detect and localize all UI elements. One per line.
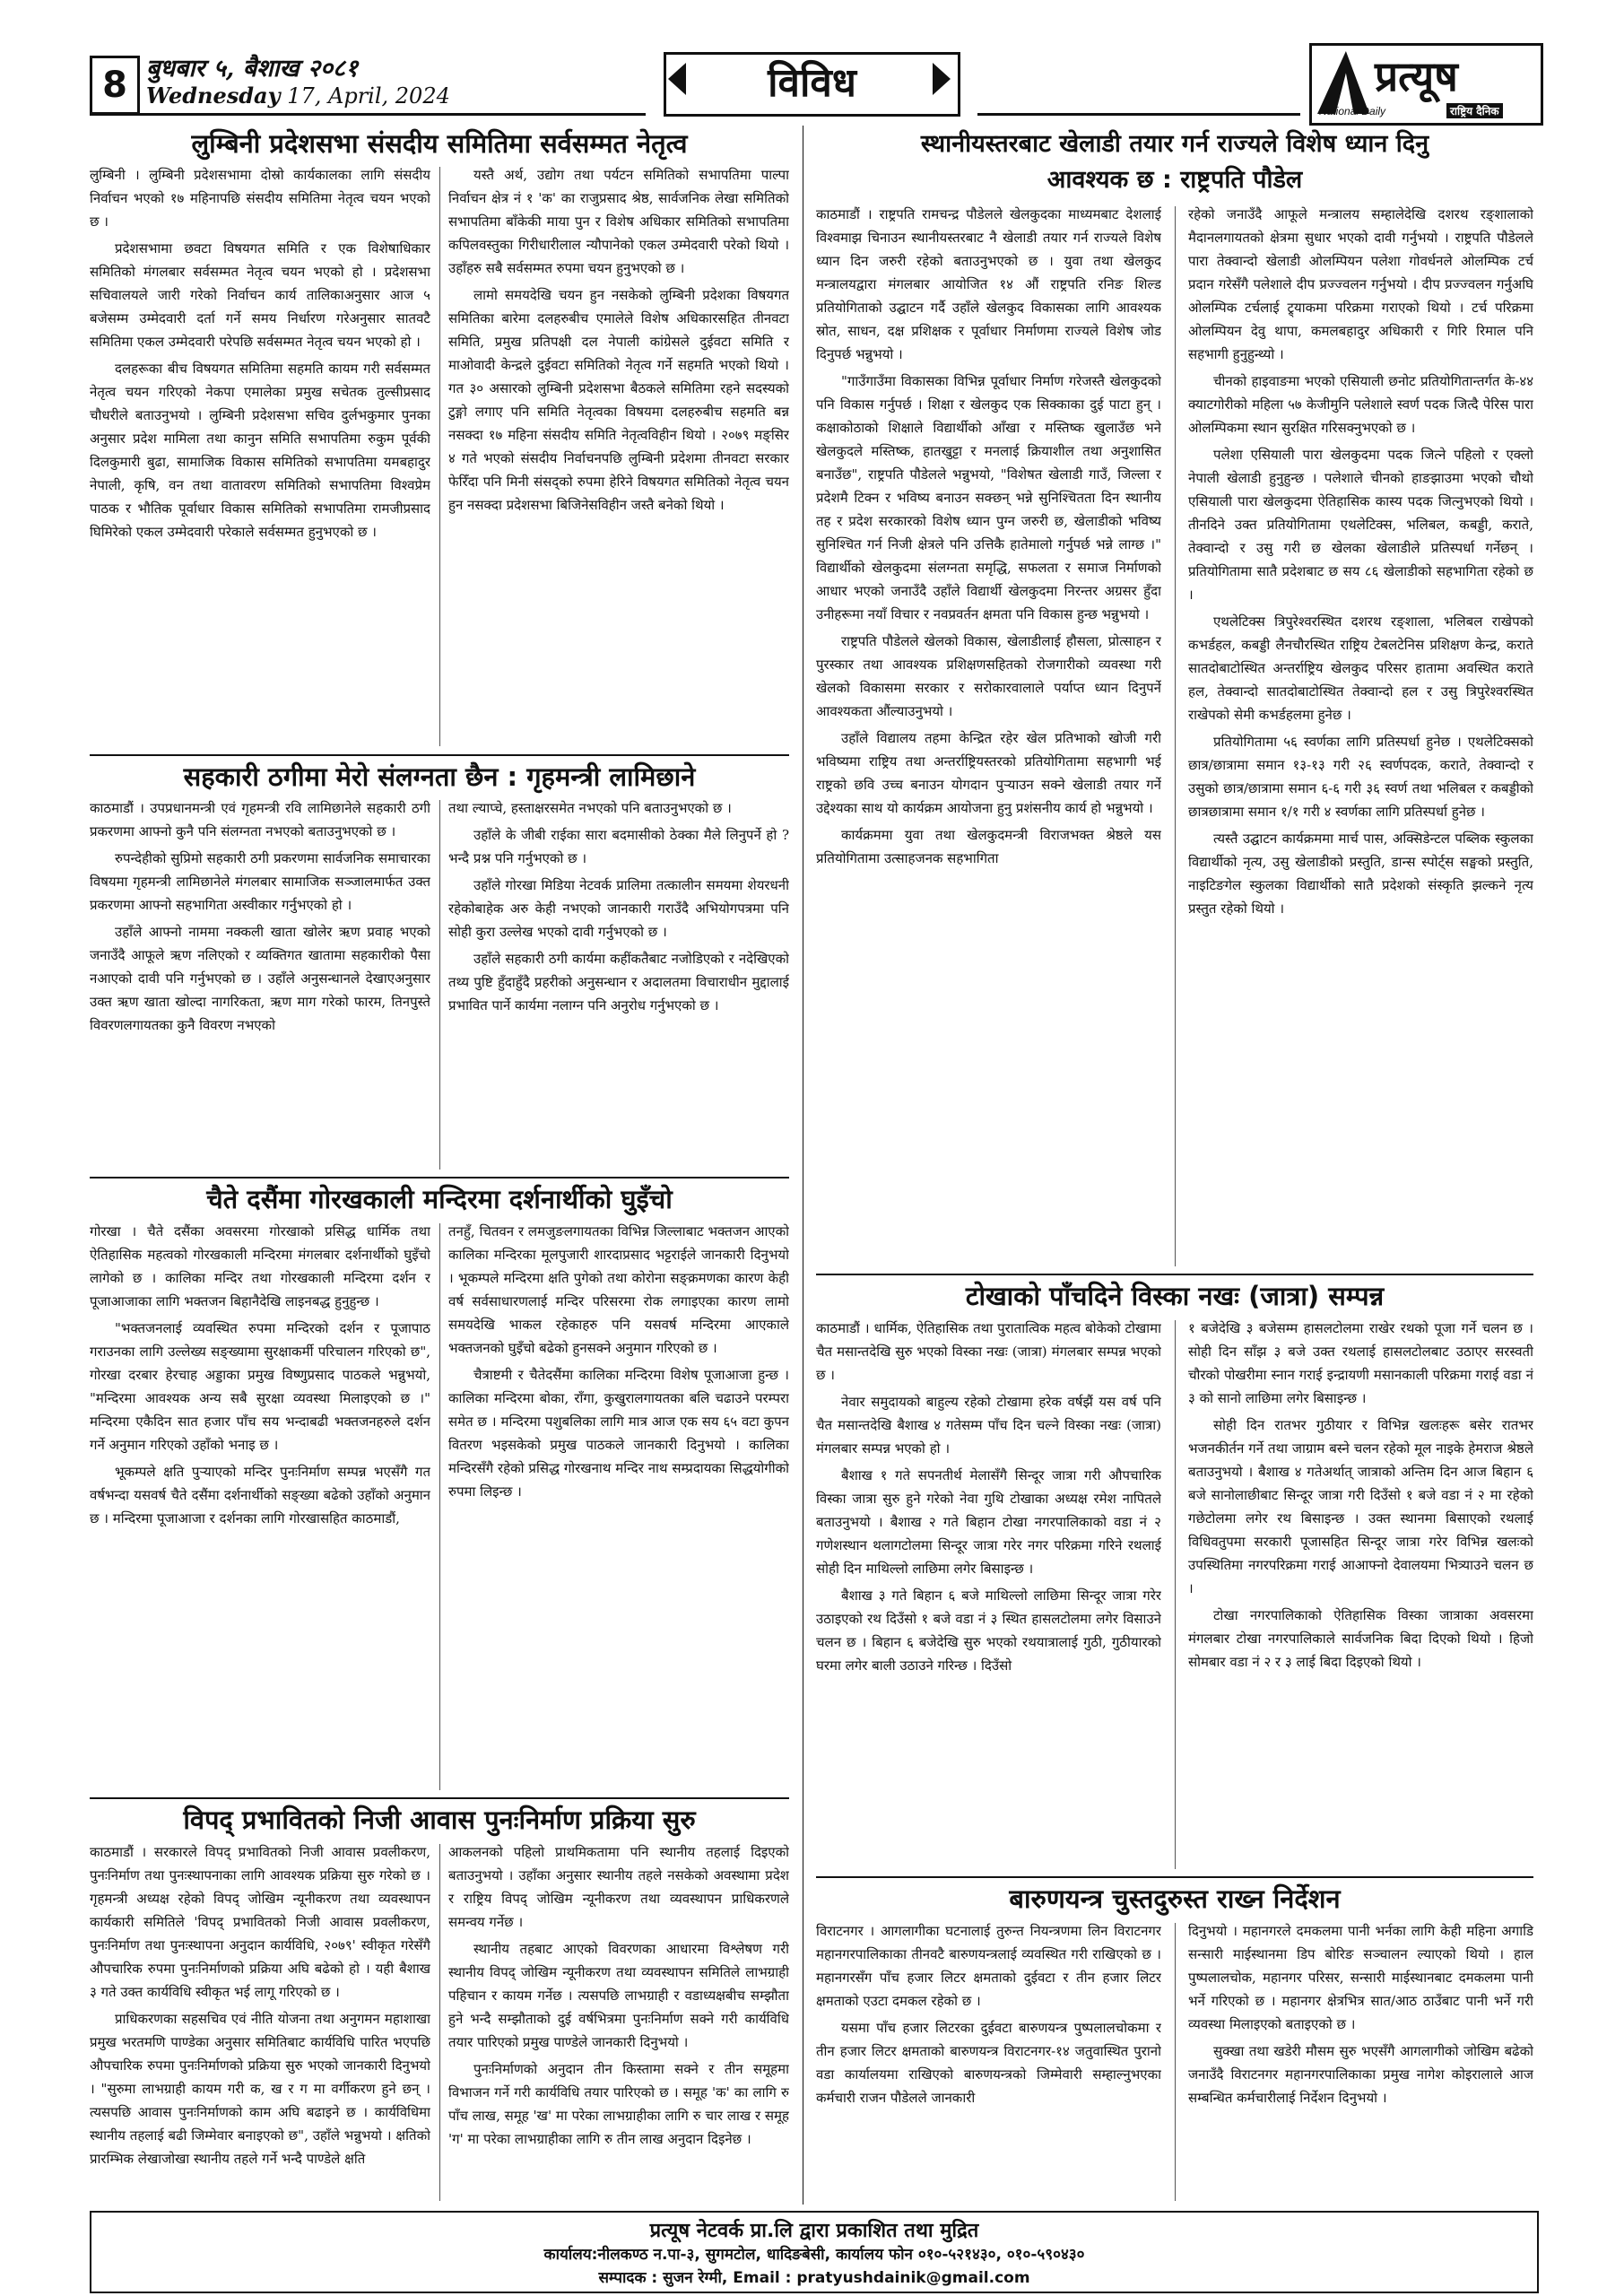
article-sahakari-col1 bbox=[90, 796, 430, 1173]
paragraph: विराटनगर । आगलागीका घटनालाई तुरुन्त नियन्त्रणमा लिन विराटनगर महानगरपालिकाका तीनवटै बारुणयन्त्रलाई व्यवस्थित गरी राखिएको छ । महानगरसँग पाँच हजार लिटर क्षमताको दुईवटा र तीन हजार लिटर क्षमताको एउटा दमकल रहेको छ । bbox=[816, 1923, 1161, 2009]
article-biska-col2 bbox=[1188, 1317, 1533, 1873]
paragraph: लुम्बिनी । लुम्बिनी प्रदेशसभामा दोस्रो कार्यकालका लागि संसदीय निर्वाचन भएको १७ महिनापछि संसदीय समितिमा नेतृत्व चयन भएको छ । bbox=[90, 167, 430, 230]
paragraph: राष्ट्रपति पौडेलले खेलको विकास, खेलाडीलाई हौसला, प्रोत्साहन र पुरस्कार तथा आवश्यक प्रशिक्षणसहितको रोजगारीको व्यवस्था गरी खेलको विकासमा सरकार र सरोकारवालाले पर्याप्त ध्यान दिनुपर्ने आवश्यकता औंल्याउनुभयो । bbox=[816, 633, 1161, 719]
weekday: Wednesday bbox=[146, 83, 281, 109]
headline-khelad-line1: स्थानीयस्तरबाट खेलाडी तयार गर्न राज्यले विशेष ध्यान दिनु bbox=[920, 130, 1429, 158]
footer-address: कार्यालय:नीलकण्ठ न.पा-३, सुगमटोल, धादिङबेसी, कार्यालय फोन ०१०-५२१४३०, ०१०-५९०४३० bbox=[543, 2246, 1085, 2264]
column-divider bbox=[439, 800, 440, 1170]
paragraph: बैशाख १ गते सपनतीर्थ मेलासँगै सिन्दूर जात्रा गरी औपचारिक विस्का जात्रा सुरु हुने गरेको नेवा गुथि टोखाका अध्यक्ष रमेश नापितले बताउनुभयो । बैशाख २ गते बिहान टोखा नगरपालिकाको वडा नं २ गणेशस्थान थलागटोलमा सिन्दूर जात्रा गरेर नगर परिक्रमा गरिने रथलाई सोही दिन माथिल्लो लाछिमा लगेर बिसाइन्छ । bbox=[816, 1467, 1161, 1577]
paragraph: प्राधिकरणका सहसचिव एवं नीति योजना तथा अनुगमन महाशाखा प्रमुख भरतमणि पाण्डेका अनुसार समितिबाट कार्यविधि पारित भएपछि औपचारिक रुपमा पुनःनिर्माणको प्रक्रिया सुरु भएको जानकारी दिनुभयो । "सुरुमा लाभग्राही कायम गरी क, ख र ग मा वर्गीकरण हुने छन् । त्यसपछि आवास पुनःनिर्माणको काम अघि बढाइने छ । कार्यविधिमा स्थानीय तहलाई बढी जिम्मेवार बनाइएको छ", उहाँले भन्नुभयो । क्षतिको प्रारम्भिक लेखाजोखा स्थानीय तहले गर्ने भन्दै पाण्डेले क्षति bbox=[90, 2011, 430, 2167]
article-separator bbox=[816, 1274, 1533, 1275]
section-title: विविध bbox=[664, 52, 960, 117]
paragraph: "भक्तजनलाई व्यवस्थित रुपमा मन्दिरको दर्शन र पूजापाठ गराउनका लागि उल्लेख्य सङ्ख्यामा सुरक्षाकर्मी परिचालन गरिएको छ", गोरखा दरबार हेरचाह अड्डाका प्रमुख विष्णुप्रसाद पाठकले भन्नुभयो, "मन्दिरमा आवश्यक अन्य सबै सुरक्षा व्यवस्था मिलाइएको छ ।" मन्दिरमा एकैदिन सात हजार पाँच सय भन्दाबढी भक्तजनहरुले दर्शन गर्ने अनुमान गरिएको उहाँको भनाइ छ । bbox=[90, 1320, 430, 1453]
date-nepali: बुधबार ५, बैशाख २०८१ bbox=[146, 55, 359, 83]
date-value: 17, April, 2024 bbox=[287, 83, 450, 109]
paragraph: यसमा पाँच हजार लिटरका दुईवटा बारुणयन्त्र पुष्पलालचोकमा र तीन हजार लिटर क्षमताको बारुणयन्त्र विराटनगर-१४ जतुवास्थित पुरानो वडा कार्यालयमा राखिएको बारुणयन्त्रको जिम्मेवारी सम्हाल्नुभएका कर्मचारी राजन पौडेलले जानकारी bbox=[816, 2020, 1161, 2106]
newspaper-logo bbox=[1309, 43, 1543, 126]
article-bipad-col1 bbox=[90, 1840, 430, 2205]
header-rule-right bbox=[977, 113, 1300, 116]
article-biska-col1 bbox=[816, 1317, 1161, 1873]
paragraph: पलेशा एसियाली पारा खेलकुदमा पदक जित्ने पहिलो र एक्लो नेपाली खेलाडी हुनुहुन्छ । पलेशाले चीनको हाङझाउमा भएको चौथो एसियाली पारा खेलकुदमा ऐतिहासिक कास्य पदक जित्नुभएको थियो । तीनदिने उक्त प्रतियोगितामा एथलेटिक्स, भलिबल, कबड्डी, कराते, तेक्वान्दो र उसु गरी छ खेलका खेलाडीले प्रतिस्पर्धा गर्नेछन् । प्रतियोगितामा सातै प्रदेशबाट छ सय ८६ खेलाडीको सहभागिता रहेको छ । bbox=[1188, 447, 1533, 603]
article-lumbini-col1 bbox=[90, 163, 430, 751]
paragraph: "गाउँगाउँमा विकासका विभिन्न पूर्वाधार निर्माण गरेजस्तै खेलकुदको पनि विकास गर्नुपर्छ । शिक्षा र खेलकुद एक सिक्काका दुई पाटा हुन् । कक्षाकोठाको शिक्षाले विद्यार्थीको आँखा र मस्तिष्क खुलाउँछ भने खेलकुदले मस्तिष्क, हातखुट्टा र मनलाई क्रियाशील तथा अनुशासित बनाउँछ", राष्ट्रपति पौडेलले भन्नुभयो, "विशेषत खेलाडी गाउँ, जिल्ला र प्रदेशमै टिक्न र भविष्य बनाउन सक्छन् भन्ने सुनिश्चितता दिन स्थानीय तह र प्रदेश सरकारको विशेष ध्यान पुग्न जरुरी छ, खेलाडीको भविष्य सुनिश्चित गर्न निजी क्षेत्रले पनि उत्तिकै हातेमालो गर्नुपर्छ भन्ने लाग्छ ।" विद्यार्थीको खेलकुदमा संलग्नता समृद्धि, सफलता र समाज निर्माणको आधार भएको जनाउँदै उहाँले विद्यार्थी खेलकुदमा निरन्तर अग्रसर हुँदा उनीहरूमा नयाँ विचार र नवप्रवर्तन क्षमता पनि विकास हुन्छ भन्नुभयो । bbox=[816, 373, 1161, 622]
logo-tagline-en: National Daily bbox=[1319, 105, 1386, 117]
paragraph: एथलेटिक्स त्रिपुरेश्वरस्थित दशरथ रङ्शाला, भलिबल राखेपको कभर्डहल, कबड्डी लैनचौरस्थित राष्ट्रिय टेबलटेनिस प्रशिक्षण केन्द्र, कराते सातदोबाटोस्थित अन्तर्राष्ट्रिय खेलकुद परिसर हातामा अवस्थित कराते हल, तेक्वान्दो सातदोबाटोस्थित तेक्वान्दो हल र उसु त्रिपुरेश्वरस्थित राखेपको सेमी कभर्डहलमा हुनेछ । bbox=[1188, 613, 1533, 723]
article-khelad-col2 bbox=[1188, 203, 1533, 1270]
paragraph: रुपन्देहीको सुप्रिमो सहकारी ठगी प्रकरणमा सार्वजनिक समाचारका विषयमा गृहमन्त्री लामिछानेले मंगलबार सामाजिक सञ्जालमार्फत उक्त प्रकरणमा आफ्नो सहभागिता अस्वीकार गर्नुभएको हो । bbox=[90, 850, 430, 913]
logo-tagline-np: राष्ट्रिय दैनिक bbox=[1446, 103, 1503, 118]
paragraph: दिनुभयो । महानगरले दमकलमा पानी भर्नका लागि केही महिना अगाडि सन्सारी माईस्थानमा डिप बोरिङ सञ्चालन ल्याएको थियो । हाल पुष्पलालचोक, महानगर परिसर, सन्सारी माईस्थानबाट दमकलमा पानी भर्ने गरिएको छ । महानगर क्षेत्रभित्र सात/आठ ठाउँबाट पानी भर्ने गरी व्यवस्था मिलाइएको बताइएको छ । bbox=[1188, 1923, 1533, 2032]
column-divider bbox=[1175, 1320, 1176, 1869]
paragraph: काठमाडौं । उपप्रधानमन्त्री एवं गृहमन्त्री रवि लामिछानेले सहकारी ठगी प्रकरणमा आफ्नो कुनै पनि संलग्नता नभएको बताउनुभएको छ । bbox=[90, 800, 430, 839]
logo-title: प्रत्यूष bbox=[1375, 52, 1458, 100]
page-number: 8 bbox=[90, 56, 140, 115]
paragraph: उहाँले आफ्नो नाममा नक्कली खाता खोलेर ऋण प्रवाह भएको जनाउँदै आफूले ऋण नलिएको र व्यक्तिगत खातामा सहकारीको पैसा नआएको दावी पनि गर्नुभएको छ । उहाँले अनुसन्धानले देखाएअनुसार उक्त ऋण खाता खोल्दा नागरिकता, ऋण माग गरेको फारम, तिनपुस्ते विवरणलगायतका कुनै विवरण नभएको bbox=[90, 924, 430, 1033]
date-english bbox=[146, 83, 450, 109]
headline-lumbini: लुम्बिनी प्रदेशसभा संसदीय समितिमा सर्वसम्मत नेतृत्व bbox=[191, 128, 688, 159]
article-lumbini-col2 bbox=[448, 163, 789, 751]
article-gorkhakali-col2 bbox=[448, 1220, 789, 1794]
arrow-right-icon bbox=[933, 63, 951, 95]
paragraph: काठमाडौं । राष्ट्रपति रामचन्द्र पौडेलले खेलकुदका माध्यमबाट देशलाई विश्वमाझ चिनाउन स्थानीयस्तरबाट नै खेलाडी तयार गर्न राज्यले विशेष ध्यान दिन जरुरी रहेको बताउनुभएको छ । युवा तथा खेलकुद मन्त्रालयद्वारा मंगलबार आयोजित १४ औं राष्ट्रपति रनिङ शिल्ड प्रतियोगिताको उद्घाटन गर्दै उहाँले खेलकुद विकासका लागि आवश्यक स्रोत, साधन, दक्ष प्रशिक्षक र पूर्वाधार निर्माणमा राज्यले विशेष जोड दिनुपर्छ भन्नुभयो । bbox=[816, 206, 1161, 362]
footer-editor: सम्पादक : सुजन रेग्मी, Email : pratyushdainik@gmail.com bbox=[598, 2269, 1030, 2287]
column-divider bbox=[1175, 1923, 1176, 2201]
paragraph: प्रतियोगितामा ५६ स्वर्णका लागि प्रतिस्पर्धा हुनेछ । एथलेटिक्सको छात्र/छात्रामा समान १३-१३ गरी २६ स्वर्णपदक, कराते, तेक्वान्दो र उसुको छात्र/छात्रामा समान ६-६ गरी ३६ स्वर्ण तथा भलिबल र कबड्डीको छात्रछात्रामा समान १/१ गरी ४ स्वर्णका लागि प्रतिस्पर्धा हुनेछ । bbox=[1188, 734, 1533, 820]
paragraph: टोखा नगरपालिकाको ऐतिहासिक विस्का जात्राका अवसरमा मंगलबार टोखा नगरपालिकाले सार्वजनिक बिदा दिएको थियो । हिजो सोमबार वडा नं २ र ३ लाई बिदा दिइएको थियो । bbox=[1188, 1607, 1533, 1670]
headline-barun: बारुणयन्त्र चुस्तदुरुस्त राख्न निर्देशन bbox=[1009, 1883, 1341, 1914]
headline-bipad: विपद् प्रभावितको निजी आवास पुनःनिर्माण प्रक्रिया सुरु bbox=[183, 1805, 696, 1835]
paragraph: उहाँले गोरखा मिडिया नेटवर्क प्रालिमा तत्कालीन समयमा शेयरधनी रहेकोबाहेक अरु केही नभएको जानकारी गराउँदै अभियोगपत्रमा पनि सोही कुरा उल्लेख भएको दावी गर्नुभएको छ । bbox=[448, 877, 789, 940]
paragraph: काठमाडौं । सरकारले विपद् प्रभावितको निजी आवास प्रवलीकरण, पुनःनिर्माण तथा पुनःस्थापनाका लागि आवश्यक प्रक्रिया सुरु गरेको छ । गृहमन्त्री अध्यक्ष रहेको विपद् जोखिम न्यूनीकरण तथा व्यवस्थापन कार्यकारी समितिले 'विपद् प्रभावितको निजी आवास प्रवलीकरण, पुनःनिर्माण तथा पुनःस्थापना अनुदान कार्यविधि, २०७९' स्वीकृत गरेसँगै औपचारिक रुपमा पुनःनिर्माणको प्रक्रिया अघि बढेको हो । यही बैशाख ३ गते उक्त कार्यविधि स्वीकृत भई लागू गरिएको छ । bbox=[90, 1844, 430, 2000]
paragraph: उहाँले विद्यालय तहमा केन्द्रित रहेर खेल प्रतिभाको खोजी गरी भविष्यमा राष्ट्रिय तथा अन्तर्राष्ट्रियस्तरको प्रतियोगितामा सहभागी भई राष्ट्रको छवि उच्च बनाउन योगदान पुऱ्याउन सक्ने खेलाडी तयार गर्ने उद्देश्यका साथ यो कार्यक्रम आयोजना हुनु प्रशंसनीय कार्य हो भन्नुभयो । bbox=[816, 730, 1161, 816]
headline-sahakari: सहकारी ठगीमा मेरो संलग्नता छैन : गृहमन्त्री लामिछाने bbox=[183, 761, 696, 792]
article-barun-col2 bbox=[1188, 1919, 1533, 2205]
article-sahakari-col2 bbox=[448, 796, 789, 1173]
paragraph: त्यस्तै उद्घाटन कार्यक्रममा मार्च पास, अक्सिडेन्टल पब्लिक स्कुलका विद्यार्थीको नृत्य, उसु खेलाडीको प्रस्तुति, डान्स स्पोर्ट्स सङ्घको प्रस्तुति, नाइटिङगेल स्कुलका विद्यार्थीको सातै प्रदेशको संस्कृति झल्कने नृत्य प्रस्तुत रहेको थियो । bbox=[1188, 831, 1533, 917]
paragraph: सुक्खा तथा खडेरी मौसम सुरु भएसँगै आगलागीको जोखिम बढेको जनाउँदै विराटनगर महानगरपालिकाका प्रमुख नागेश कोइरालाले आज सम्बन्धित कर्मचारीलाई निर्देशन दिनुभयो । bbox=[1188, 2043, 1533, 2106]
paragraph: तथा ल्याप्चे, हस्ताक्षरसमेत नभएको पनि बताउनुभएको छ । bbox=[448, 800, 732, 816]
headline-khelad-line2: आवश्यक छ : राष्ट्रपति पौडेल bbox=[1046, 166, 1303, 194]
paragraph: नेवार समुदायको बाहुल्य रहेको टोखामा हरेक वर्षझैं यस वर्ष पनि चैत मसान्तदेखि बैशाख ४ गतेसम्म पाँच दिन चल्ने विस्का नखः (जात्रा) मंगलबार सम्पन्न भएको हो । bbox=[816, 1394, 1161, 1457]
paragraph: स्थानीय तहबाट आएको विवरणका आधारमा विश्लेषण गरी स्थानीय विपद् जोखिम न्यूनीकरण तथा व्यवस्थापन समितिले लाभग्राही पहिचान र कायम गर्नेछ । त्यसपछि लाभग्राही र वडाध्यक्षबीच सम्झौता हुने भन्दै सम्झौताको दुई वर्षभित्रमा पुनःनिर्माण सक्ने गरी कार्यविधि तयार पारिएको प्रमुख पाण्डेले जानकारी दिनुभयो । bbox=[448, 1941, 789, 2050]
article-separator bbox=[816, 1876, 1533, 1878]
arrow-left-icon bbox=[668, 63, 686, 95]
footer-imprint bbox=[90, 2211, 1539, 2293]
article-separator bbox=[90, 1177, 789, 1178]
paragraph: १ बजेदेखि ३ बजेसम्म हासलटोलमा राखेर रथको पूजा गर्ने चलन छ । सोही दिन साँझ ३ बजे उक्त रथलाई हासलटोलबाट उठाएर सरस्वती चौरको पोखरीमा स्नान गराई इन्द्रायणी मसानकाली परिक्रमा गराई वडा नं ३ को सानो लाछिमा लगेर बिसाइन्छ । bbox=[1188, 1320, 1533, 1406]
headline-gorkhakali: चैते दसैंमा गोरखकाली मन्दिरमा दर्शनार्थीको घुइँचो bbox=[206, 1184, 673, 1214]
paragraph: प्रदेशसभामा छवटा विषयगत समिति र एक विशेषाधिकार समितिको मंगलबार सर्वसम्मत नेतृत्व चयन भएको हो । प्रदेशसभा सचिवालयले जारी गरेको निर्वाचन कार्य तालिकाअनुसार आज ५ बजेसम्म उम्मेदवारी दर्ता गर्ने समय निर्धारण गरेअनुसार सातवटै समितिमा एकल उम्मेदवारी परेपछि सर्वसम्मत नेतृत्व चयन भएको हो । bbox=[90, 240, 430, 350]
paragraph: पुनःनिर्माणको अनुदान तीन किस्तामा सक्ने र तीन समूहमा विभाजन गर्ने गरी कार्यविधि तयार पारिएको छ । समूह 'क' का लागि रु पाँच लाख, समूह 'ख' मा परेका लाभग्राहीका लागि रु चार लाख र समूह 'ग' मा परेका लाभग्राहीका लागि रु तीन लाख अनुदान दिइनेछ । bbox=[448, 2061, 789, 2147]
paragraph: तनहुँ, चितवन र लमजुङलगायतका विभिन्न जिल्लाबाट भक्तजन आएको कालिका मन्दिरका मूलपुजारी शारदाप्रसाद भट्टराईले जानकारी दिनुभयो । भूकम्पले मन्दिरमा क्षति पुगेको तथा कोरोना सङ्क्रमणका कारण केही वर्ष सर्वसाधारणलाई मन्दिर परिसरमा रोक लगाइएका कारण लामो समयदेखि भाकल रहेकाहरु पनि यसवर्ष मन्दिरमा आएकाले भक्तजनको घुइँचो बढेको हुनसक्ने अनुमान गरिएको छ । bbox=[448, 1223, 789, 1356]
article-separator bbox=[90, 1797, 789, 1799]
paragraph: रहेको जनाउँदै आफूले मन्त्रालय सम्हालेदेखि दशरथ रङ्शालाको मैदानलगायतको क्षेत्रमा सुधार भएको दावी गर्नुभयो । राष्ट्रपति पौडेलले पारा तेक्वान्दो खेलाडी ओलम्पियन पलेशा गोवर्धनले ओलम्पिक टर्च प्रदान गरेसँगै पलेशाले दीप प्रज्ज्वलन गर्नुभयो । दीप प्रज्ज्वलन गर्नुअघि ओलम्पिक टर्चलाई ट्र्याकमा परिक्रमा गराएको थियो । टर्च परिक्रमा ओलम्पियन देवु थापा, कमलबहादुर अधिकारी र गिरि रिमाल पनि सहभागी हुनुहुन्थ्यो । bbox=[1188, 206, 1533, 362]
paragraph: चैत्राष्टमी र चैतेदसैंमा कालिका मन्दिरमा विशेष पूजाआजा हुन्छ । कालिका मन्दिरमा बोका, राँगा, कुखुरालगायतका बलि चढाउने परम्परा समेत छ । मन्दिरमा पशुबलिका लागि मात्र आज एक सय ६५ वटा कुपन वितरण भइसकेको प्रमुख पाठकले जानकारी दिनुभयो । कालिका मन्दिरसँगै रहेको प्रसिद्ध गोरखनाथ मन्दिर नाथ सम्प्रदायका सिद्धयोगीको रुपमा लिइन्छ । bbox=[448, 1367, 789, 1500]
footer-publisher: प्रत्यूष नेटवर्क प्रा.लि द्वारा प्रकाशित तथा मुद्रित bbox=[649, 2220, 979, 2242]
paragraph: लामो समयदेखि चयन हुन नसकेको लुम्बिनी प्रदेशका विषयगत समितिका बारेमा दलहरुबीच एमालेले विशेष अधिकारसहित तीनवटा समिति, प्रमुख प्रतिपक्षी दल नेपाली कांग्रेसले दुईवटा समिति र माओवादी केन्द्रले दुईवटा समितिको नेतृत्व गर्ने सहमति भएको थियो । गत ३० असारको लुम्बिनी प्रदेशसभा बैठकले समितिमा रहने सदस्यको टुङ्गो लगाए पनि समिति नेतृत्वका विषयमा दलहरुबीच सहमति बन्न नसक्दा १७ महिना संसदीय समिति नेतृत्वविहीन थियो । २०७९ मङ्सिर ४ गते भएको संसदीय निर्वाचनपछि लुम्बिनी प्रदेशमा तीनवटा सरकार फेरिँदा पनि मिनी संसद्को रुपमा हेरिने विषयगत समितिको नेतृत्व चयन हुन नसक्दा प्रदेशसभा बिजिनेसविहीन जस्तै बनेको थियो । bbox=[448, 287, 789, 513]
paragraph: गोरखा । चैते दसैंका अवसरमा गोरखाको प्रसिद्ध धार्मिक तथा ऐतिहासिक महत्वको गोरखकाली मन्दिरमा मंगलबार दर्शनार्थीको घुइँचो लागेको छ । कालिका मन्दिर तथा गोरखकाली मन्दिरमा दर्शन र पूजाआजाका लागि भक्तजन बिहानैदेखि लाइनबद्ध हुनुहुन्छ । bbox=[90, 1223, 430, 1309]
paragraph: सोही दिन रातभर गुठीयार र विभिन्न खलःहरू बसेर रातभर भजनकीर्तन गर्ने तथा जाग्राम बस्ने चलन रहेको मूल नाइके हेमराज श्रेष्ठले बताउनुभयो । बैशाख ४ गतेअर्थात् जात्राको अन्तिम दिन आज बिहान ६ बजे सानोलाछीबाट सिन्दूर जात्रा गरी दिउँसो १ बजे वडा नं २ मा रहेको गछेटोलमा लगेर रथ बिसाइन्छ । उक्त स्थानमा बिसाएको रथलाई विधिवतुपमा सरकारी पूजासहित सिन्दूर जात्रा गरेर विभिन्न खलःको उपस्थितिमा नगरपरिक्रमा गराई आआफ्नो देवालयमा भित्र्याउने चलन छ । bbox=[1188, 1417, 1533, 1596]
article-barun-col1 bbox=[816, 1919, 1161, 2205]
paragraph: बैशाख ३ गते बिहान ६ बजे माथिल्लो लाछिमा सिन्दूर जात्रा गरेर उठाइएको रथ दिउँसो १ बजे वडा नं ३ स्थित हासलटोलमा लगेर विसाउने चलन छ । बिहान ६ बजेदेखि सुरु भएको रथयात्रालाई गुठी, गुठीयारको घरमा लगेर बाली उठाउने गरिन्छ । दिउँसो bbox=[816, 1587, 1161, 1674]
column-divider bbox=[439, 1223, 440, 1790]
article-gorkhakali-col1 bbox=[90, 1220, 430, 1794]
header-rule-left bbox=[90, 113, 646, 116]
article-separator bbox=[90, 754, 789, 756]
column-divider bbox=[1175, 206, 1176, 1266]
paragraph: आकलनको पहिलो प्राथमिकतामा पनि स्थानीय तहलाई दिइएको बताउनुभयो । उहाँका अनुसार स्थानीय तहले नसकेको अवस्थामा प्रदेश र राष्ट्रिय विपद् जोखिम न्यूनीकरण तथा व्यवस्थापन प्राधिकरणले समन्वय गर्नेछ । bbox=[448, 1844, 789, 1930]
paragraph: उहाँले के जीबी राईका सारा बदमासीको ठेक्का मैले लिनुपर्ने हो ? भन्दै प्रश्न पनि गर्नुभएको छ । bbox=[448, 827, 789, 866]
paragraph: कार्यक्रममा युवा तथा खेलकुदमन्त्री विराजभक्त श्रेष्ठले यस प्रतियोगितामा उत्साहजनक सहभागिता bbox=[816, 827, 1161, 866]
paragraph: काठमाडौं । धार्मिक, ऐतिहासिक तथा पुरातात्विक महत्व बोकेको टोखामा चैत मसान्तदेखि सुरु भएको विस्का नखः (जात्रा) मंगलबार सम्पन्न भएको छ । bbox=[816, 1320, 1161, 1383]
paragraph: चीनको हाइवाङमा भएको एसियाली छनोट प्रतियोगितान्तर्गत के-४४ क्याटगोरीको महिला ५७ केजीमुनि पलेशाले स्वर्ण पदक जित्दै पेरिस पारा ओलम्पिकमा स्थान सुरक्षित गरिसक्नुभएको छ । bbox=[1188, 373, 1533, 436]
article-bipad-col2 bbox=[448, 1840, 789, 2205]
column-divider bbox=[439, 1844, 440, 2201]
paragraph: उहाँले सहकारी ठगी कार्यमा कहींकतैबाट नजोडिएको र नदेखिएको तथ्य पुष्टि हुँदाहुँदै प्रहरीको अनुसन्धान र अदालतमा विचाराधीन मुद्दालाई प्रभावित पार्ने कार्यमा नलाग्न पनि अनुरोध गर्नुभएको छ । bbox=[448, 951, 789, 1013]
article-khelad-col1 bbox=[816, 203, 1161, 1270]
column-divider bbox=[439, 167, 440, 746]
paragraph: दलहरूका बीच विषयगत समितिमा सहमति कायम गरी सर्वसम्मत नेतृत्व चयन गरिएको नेकपा एमालेका प्रमुख सचेतक तुल्सीप्रसाद चौधरीले बताउनुभयो । लुम्बिनी प्रदेशसभा सचिव दुर्लभकुमार पुनका अनुसार प्रदेश मामिला तथा कानुन समिति सभापतिमा रुकुम पूर्वकी दिलकुमारी बुढा, सामाजिक विकास समितिको सभापतिमा यमबहादुर नेपाली, कृषि, वन तथा वातावरण समितिको सभापतिमा विश्वप्रेम पाठक र भौतिक पूर्वाधार विकास समितिको सभापतिमा रामजीप्रसाद घिमिरेको एकल उम्मेदवारी परेकाले सर्वसम्मत हुनुभएको छ । bbox=[90, 361, 430, 540]
headline-biska: टोखाको पाँचदिने विस्का नखः (जात्रा) सम्पन्न bbox=[965, 1281, 1385, 1311]
paragraph: भूकम्पले क्षति पुऱ्याएको मन्दिर पुनःनिर्माण सम्पन्न भएसँगै गत वर्षभन्दा यसवर्ष चैते दसैंमा दर्शनार्थीको सङ्ख्या बढेको उहाँको अनुमान छ । मन्दिरमा पूजाआजा र दर्शनका लागि गोरखासहित काठमाडौं, bbox=[90, 1464, 430, 1526]
paragraph: यस्तै अर्थ, उद्योग तथा पर्यटन समितिको सभापतिमा पाल्पा निर्वाचन क्षेत्र नं १ 'क' का राजुप्रसाद श्रेष्ठ, सार्वजनिक लेखा समितिको सभापतिमा बाँकेकी माया पुन र विशेष अधिकार समितिको सभापतिमा कपिलवस्तुका गिरीधारीलाल न्यौपानेको एकल उम्मेदवारी परेको थियो । उहाँहरु सबै सर्वसम्मत रुपमा चयन हुनुभएको छ । bbox=[448, 167, 789, 276]
